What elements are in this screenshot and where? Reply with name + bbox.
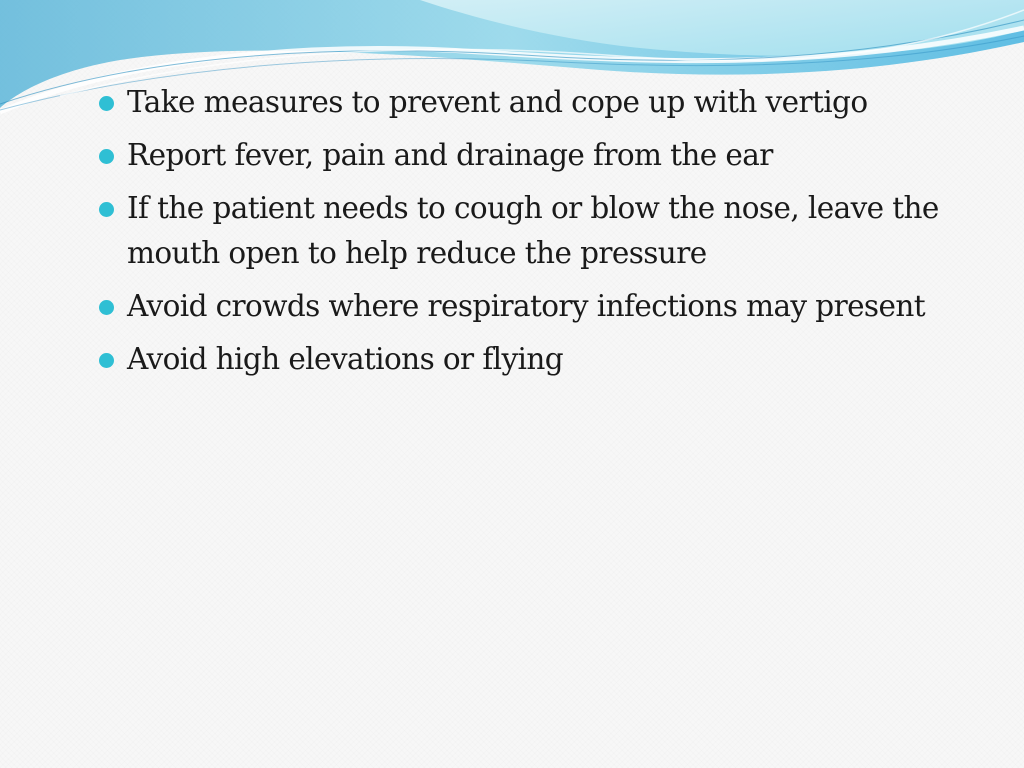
bullet-dot-icon [99,149,114,164]
bullet-dot-icon [99,300,114,315]
bullet-dot-icon [99,353,114,368]
bullet-item [98,284,1018,329]
bullet-text: Take measures to prevent and cope up with vertigo [127,85,868,119]
bullet-text: Avoid high elevations or flying [127,342,564,376]
bullet-text: If the patient needs to cough or blow the nose, leave the mouth open to help reduce the pressure [127,191,939,270]
bullet-item [98,80,1018,125]
bullet-dot-icon [99,96,114,111]
bullet-dot-icon [99,202,114,217]
bullet-item [98,186,1018,276]
bullet-item [98,133,1018,178]
bullet-item [98,337,1018,382]
bullet-list [98,80,1018,390]
bullet-text: Avoid crowds where respiratory infections may present [127,289,925,323]
bullet-text: Report fever, pain and drainage from the ear [127,138,773,172]
